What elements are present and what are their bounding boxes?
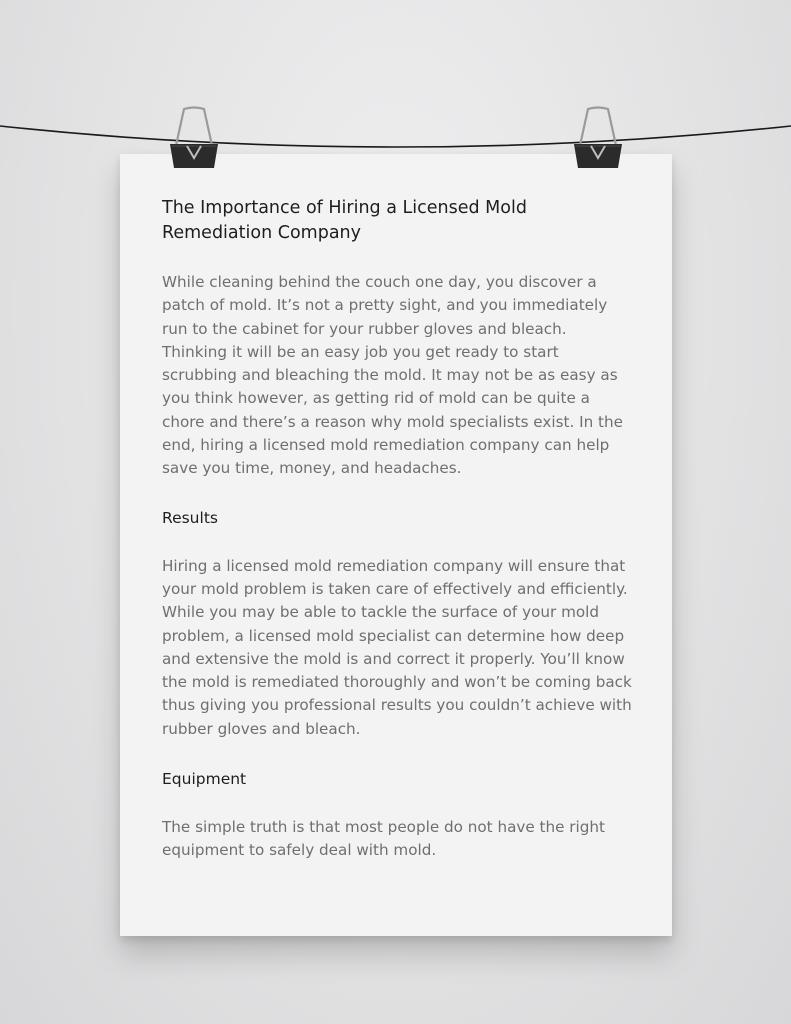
intro-paragraph: While cleaning behind the couch one day, you discover a patch of mold. It’s not a pretty sight, and you immediately run to the cabinet for your rubber gloves and bleach. Thinking it will be an easy job you get ready to start scrubbing and bleaching the mold. It may not be as easy as you think however, as getting rid of mold can be quite a chore and there’s a reason why mold specialists exist. In the end, hiring a licensed mold remediation company can help save you time, money, and headaches. [162,273,623,478]
document-content [162,196,632,863]
hanging-paper-sheet [120,154,672,936]
binder-clip-right-icon [572,106,624,170]
document-title: The Importance of Hiring a Licensed Mold Remediation Company [162,198,527,243]
section-heading-results: Results [162,508,218,527]
binder-clip-left-icon [168,106,220,170]
section-body-results: Hiring a licensed mold remediation company will ensure that your mold problem is taken care of effectively and efficiently. While you may be able to tackle the surface of your mold problem, a licensed mold specialist can determine how deep and extensive the mold is and correct it properly. You’ll know the mold is remediated thoroughly and won’t be coming back thus giving you professional results you couldn’t achieve with rubber gloves and bleach. [162,556,632,738]
section-heading-equipment: Equipment [162,770,247,789]
section-body-equipment: The simple truth is that most people do not have the right equipment to safely deal with mold. [162,818,605,860]
